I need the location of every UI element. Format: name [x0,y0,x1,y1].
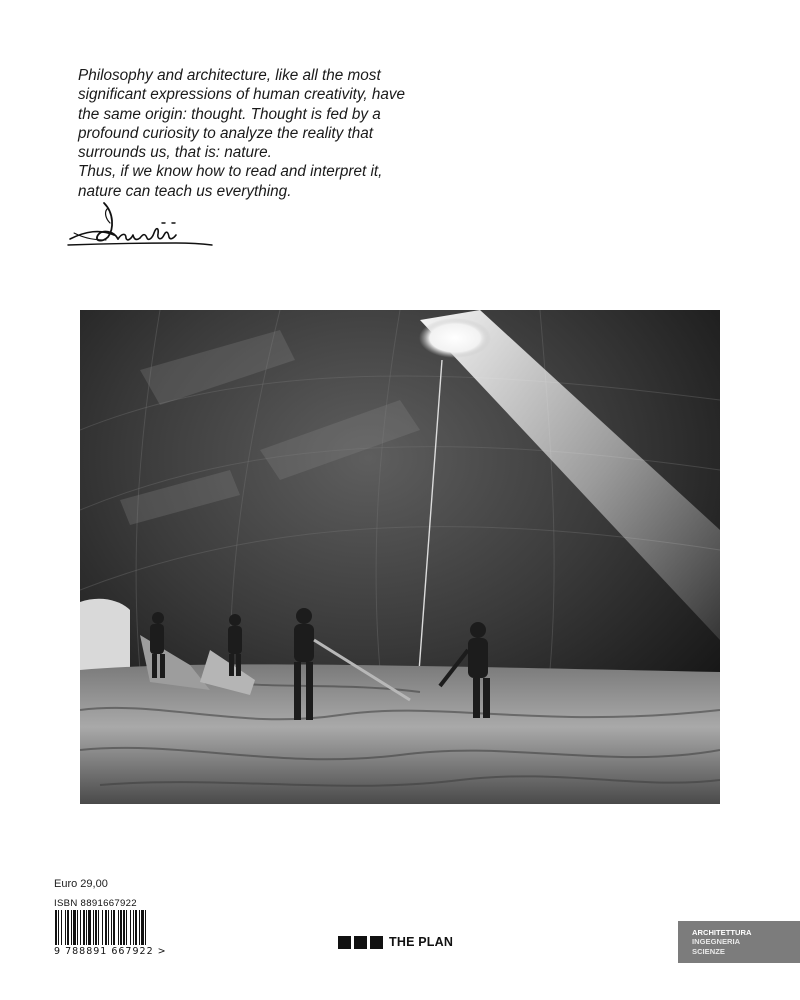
barcode-bar [73,910,76,945]
barcode-bar [93,910,94,945]
barcode-bar [108,910,109,945]
barcode-digits: 9 788891 667922 > [54,946,167,957]
category-badge [678,921,800,963]
barcode-bar [139,910,140,945]
barcode-bar [55,910,57,945]
barcode-bar [95,910,97,945]
category-item: SCIENZE [692,946,725,956]
barcode-bar [83,910,85,945]
black-and-white-photograph [80,310,720,804]
category-item: ARCHITETTURA [692,928,752,937]
publisher-name: THE PLAN [389,935,454,949]
barcode-bar [71,910,72,945]
three-squares-logo-icon [370,936,383,949]
barcode-bar [111,910,112,945]
signature-icon [66,193,218,257]
barcode-icon [54,910,196,945]
barcode-bar [126,910,127,945]
barcode-bar [118,910,119,945]
quote-line: the same origin: thought. Thought is fed by a [78,105,381,123]
cover-photo [80,310,720,804]
quote-line: Thus, if we know how to read and interpret it, [78,163,383,181]
barcode-bar [105,910,107,945]
barcode-bar [113,910,115,945]
barcode-bar [80,910,81,945]
quote-text [78,66,458,201]
isbn-label: ISBN 8891667922 [54,898,137,909]
barcode-bar [145,910,146,945]
isbn-block [54,898,204,960]
category-item: INGEGNERIA [692,937,741,947]
three-squares-logo-icon [354,936,367,949]
barcode-bar [58,910,59,945]
barcode-bar [67,910,69,945]
publisher-logo [338,934,453,950]
quote-line: Philosophy and architecture, like all the most [78,67,381,84]
quote-line: profound curiosity to analyze the reality that [78,124,374,142]
barcode-bar [120,910,122,945]
quote-line: nature can teach us everything. [78,182,292,200]
barcode-bar [102,910,103,945]
barcode-bar [65,910,66,945]
quote-line: significant expressions of human creativity, have [78,86,406,104]
price-label: Euro 29,00 [54,878,108,890]
barcode-bar [130,910,131,945]
barcode-bar [86,910,87,945]
barcode-bar [98,910,99,945]
barcode-bar [61,910,62,945]
three-squares-logo-icon [338,936,351,949]
barcode-bar [123,910,125,945]
barcode-bar [135,910,137,945]
barcode-bar [141,910,144,945]
quote-line: surrounds us, that is: nature. [78,144,272,162]
barcode-bar [88,910,91,945]
barcode-bar [77,910,78,945]
barcode-bar [133,910,134,945]
